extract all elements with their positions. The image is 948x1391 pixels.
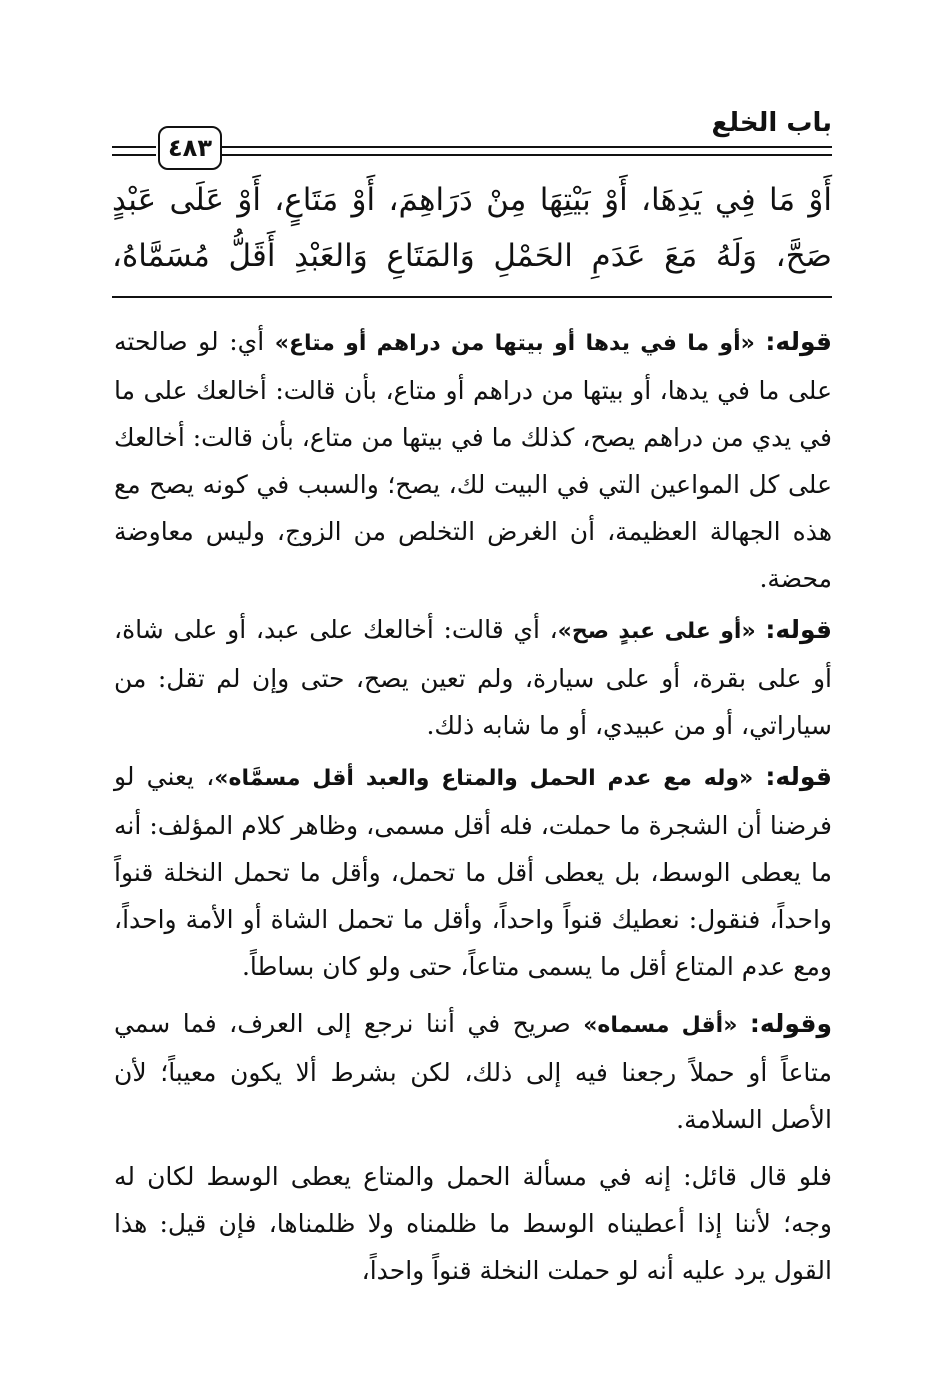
header-rule <box>220 146 832 148</box>
quoted-text: «وله مع عدم الحمل والمتاع والعبد أقل مسمَّاه» <box>214 766 754 791</box>
quoted-text: «أقل مسماه» <box>583 1013 738 1038</box>
quoted-text: «أو على عبدٍ صح» <box>557 619 756 644</box>
matn-text <box>112 172 832 284</box>
paragraph-label: قوله: <box>765 615 832 644</box>
commentary-paragraph-1 <box>114 318 832 602</box>
paragraph-label: قوله: <box>765 327 833 356</box>
paragraph-text: أي: لو صالحته على ما في يدها، أو بيتها من دراهم أو متاع، بأن قالت: أخالعك على ما في يدي من دراهم يصح، كذلك ما في بيتها من متاع، بأن قالت: أخالعك على كل المواعين التي في البيت لك، يصح؛ والسبب في كونه يصح مع هذه الجهالة العظيمة، أن الغرض التخلص من الزوج، وليس معاوضة محضة. <box>114 327 832 593</box>
commentary-paragraph-2 <box>114 606 832 749</box>
matn-paragraph: أَوْ مَا فِي يَدِهَا، أَوْ بَيْتِهَا مِنْ دَرَاهِمَ، أَوْ مَتَاعٍ، أَوْ عَلَى عَبْدٍ صَحَّ، وَلَهُ مَعَ عَدَمِ الحَمْلِ وَالمَتَاعِ وَالعَبْدِ أَقَلُّ مُسَمَّاهُ، <box>112 182 832 274</box>
quoted-text: «أو ما في يدها أو بيتها من دراهم أو متاع» <box>274 331 755 356</box>
paragraph-label: قوله: <box>765 762 832 791</box>
commentary-paragraph-5 <box>114 1153 832 1294</box>
commentary <box>114 318 832 1298</box>
commentary-paragraph-3 <box>114 753 832 990</box>
page-number: ٤٨٣ <box>158 126 222 170</box>
paragraph-text: ، أي قالت: أخالعك على عبد، أو على شاة، أو على بقرة، أو على سيارة، ولم تعين يصح، حتى وإن لم تقل: من سياراتي، أو من عبيدي، أو ما شابه ذلك. <box>114 615 832 740</box>
page-header <box>112 108 832 168</box>
paragraph-text: ، يعني لو فرضنا أن الشجرة ما حملت، فله أقل مسمى، وظاهر كلام المؤلف: أنه ما يعطى الوسط، بل يعطى أقل ما تحمل، وأقل ما تحمل النخلة قنواً واحداً، فنقول: نعطيك قنواً واحداً، وأقل ما تحمل الشاة أو الأمة واحداً، ومع عدم المتاع أقل ما يسمى متاعاً، حتى ولو كان بساطاً. <box>114 762 832 981</box>
header-rule-double <box>220 154 832 156</box>
paragraph-text: صريح في أننا نرجع إلى العرف، فما سمي متاعاً أو حملاً رجعنا فيه إلى ذلك، لكن بشرط ألا يكون معيباً؛ لأن الأصل السلامة. <box>114 1009 832 1134</box>
paragraph-text: فلو قال قائل: إنه في مسألة الحمل والمتاع يعطى الوسط لكان له وجه؛ لأننا إذا أعطيناه الوسط ما ظلمناه ولا ظلمناها، فإن قيل: هذا القول يرد عليه أنه لو حملت النخلة قنواً واحداً، <box>114 1162 832 1285</box>
header-rule-left <box>112 146 156 148</box>
matn-divider <box>112 296 832 298</box>
chapter-title: باب الخلع <box>711 108 832 138</box>
paragraph-label: وقوله: <box>749 1009 833 1038</box>
commentary-paragraph-4 <box>114 1000 832 1143</box>
header-rule-left-double <box>112 154 156 156</box>
